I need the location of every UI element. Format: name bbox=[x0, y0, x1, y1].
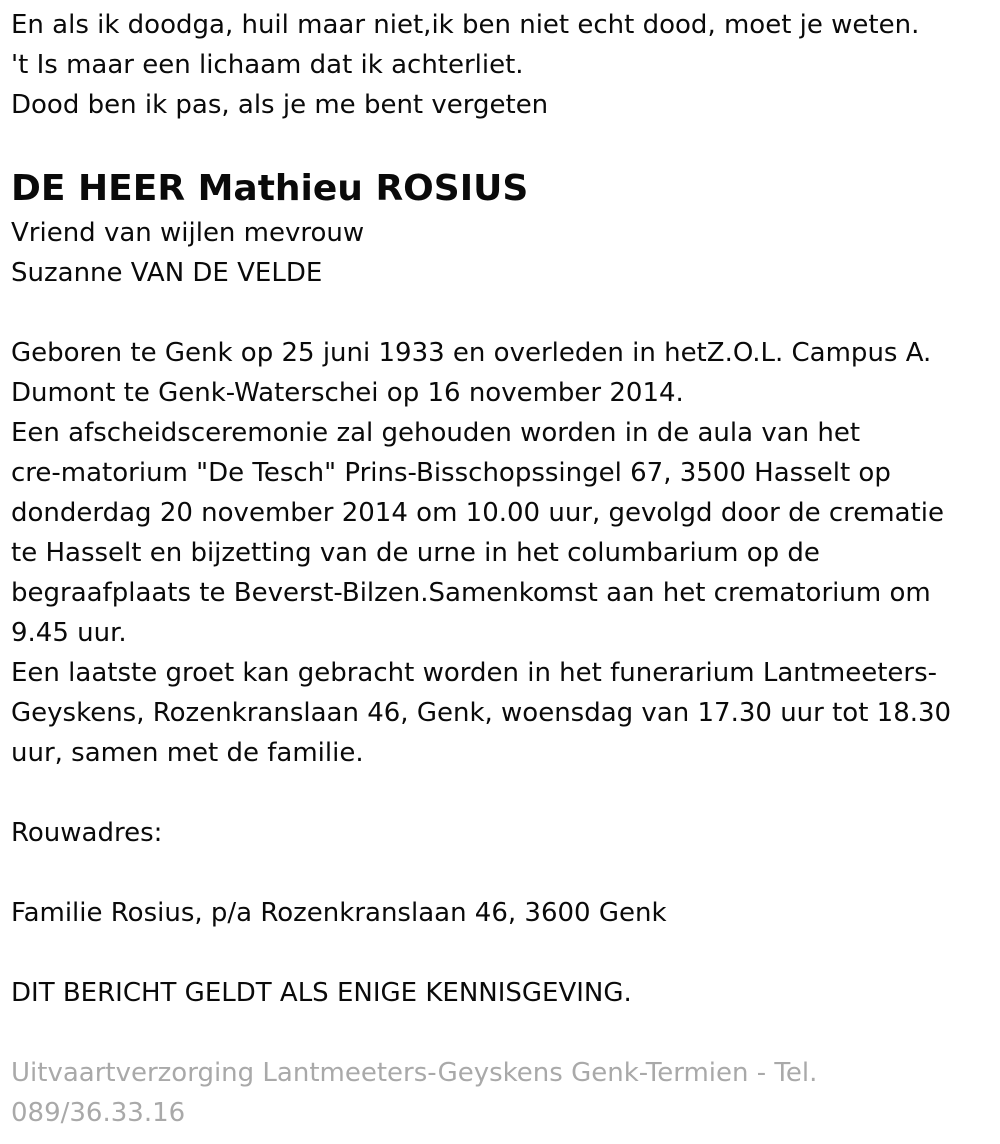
body-line: Geboren te Genk op 25 juni 1933 en overleden in hetZ.O.L. Campus A. bbox=[11, 338, 932, 368]
spacer bbox=[11, 933, 986, 973]
footer-line: 089/36.33.16 bbox=[11, 1098, 186, 1128]
footer-line: Uitvaartverzorging Lantmeeters-Geyskens Genk-Termien - Tel. bbox=[11, 1058, 818, 1088]
spacer bbox=[11, 1013, 986, 1053]
rouwadres-address: Familie Rosius, p/a Rozenkranslaan 46, 3600 Genk bbox=[11, 898, 667, 928]
funeral-director-footer bbox=[11, 1053, 986, 1133]
body-line: Dumont te Genk-Waterschei op 16 november 2014. bbox=[11, 378, 684, 408]
spacer bbox=[11, 773, 986, 813]
body-line: uur, samen met de familie. bbox=[11, 738, 364, 768]
deceased-name: DE HEER Mathieu ROSIUS bbox=[11, 168, 529, 209]
body-line: Geyskens, Rozenkranslaan 46, Genk, woensdag van 17.30 uur tot 18.30 bbox=[11, 698, 952, 728]
relation-line: Suzanne VAN DE VELDE bbox=[11, 258, 323, 288]
poem-line: En als ik doodga, huil maar niet,ik ben niet echt dood, moet je weten. bbox=[11, 10, 920, 40]
poem-line: Dood ben ik pas, als je me bent vergeten bbox=[11, 90, 549, 120]
notice-text: DIT BERICHT GELDT ALS ENIGE KENNISGEVING. bbox=[11, 978, 632, 1008]
body-line: Een afscheidsceremonie zal gehouden worden in de aula van het bbox=[11, 418, 861, 448]
announcement-body bbox=[11, 333, 986, 773]
relation-line: Vriend van wijlen mevrouw bbox=[11, 218, 365, 248]
relation bbox=[11, 213, 986, 293]
body-line: 9.45 uur. bbox=[11, 618, 127, 648]
body-line: Een laatste groet kan gebracht worden in het funerarium Lantmeeters- bbox=[11, 658, 938, 688]
rouwadres-label: Rouwadres: bbox=[11, 818, 163, 848]
body-line: cre-matorium "De Tesch" Prins-Bisschopssingel 67, 3500 Hasselt op bbox=[11, 458, 891, 488]
body-line: begraafplaats te Beverst-Bilzen.Samenkomst aan het crematorium om bbox=[11, 578, 931, 608]
spacer bbox=[11, 853, 986, 893]
spacer bbox=[11, 293, 986, 333]
obituary-document bbox=[11, 0, 986, 1133]
poem bbox=[11, 0, 986, 125]
poem-line: 't Is maar een lichaam dat ik achterliet. bbox=[11, 50, 524, 80]
body-line: donderdag 20 november 2014 om 10.00 uur, gevolgd door de crematie bbox=[11, 498, 944, 528]
body-line: te Hasselt en bijzetting van de urne in het columbarium op de bbox=[11, 538, 820, 568]
